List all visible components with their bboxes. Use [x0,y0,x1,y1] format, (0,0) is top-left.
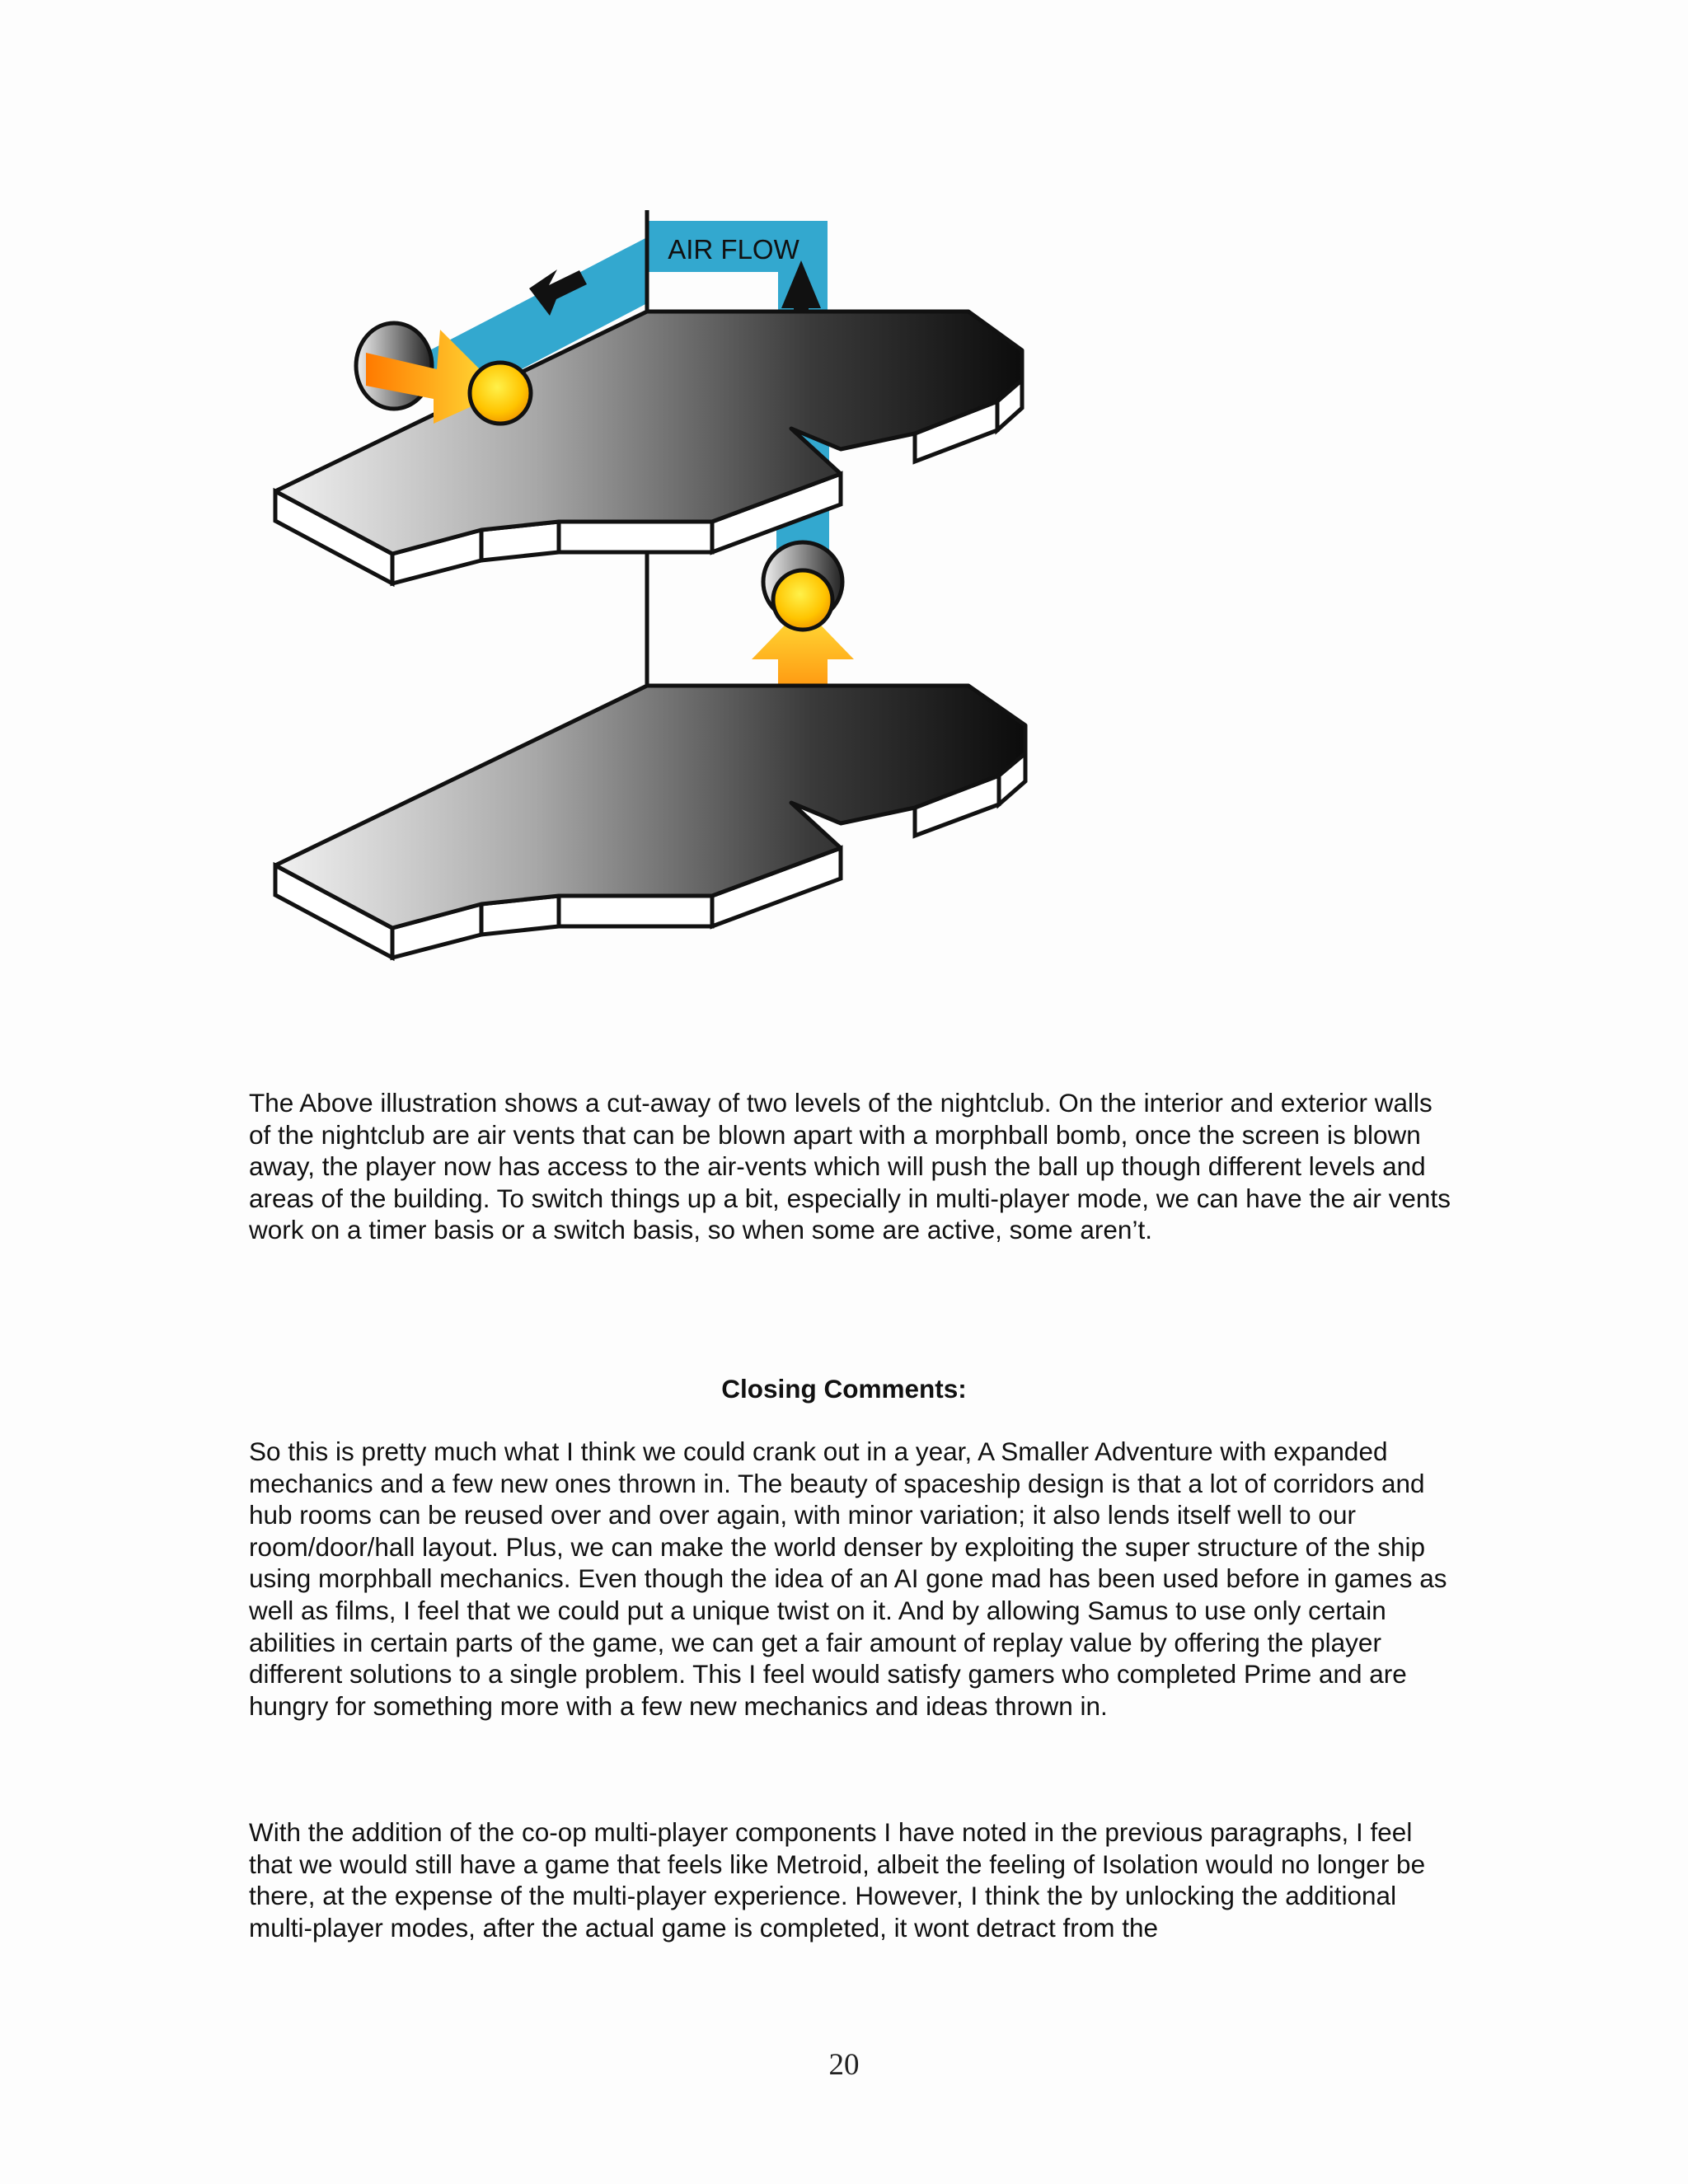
lower-floor [275,686,1025,958]
illustration-svg [264,198,1047,989]
body-paragraph: With the addition of the co-op multi-player components I have noted in the previous paragraphs, I feel that we would still have a game that feels like Metroid, albeit the feeling of Isolation would no longer be there, at the expense of the multi-player experience. However, I think the by unlocking the additional multi-player modes, after the actual game is completed, it wont detract from the [249,1817,1426,1943]
page-number: 20 [828,2048,860,2082]
ball-icon [773,570,832,630]
nightclub-cutaway-illustration [264,198,1047,989]
air-flow-label: AIR FLOW [668,234,799,265]
section-heading: Closing Comments: [721,1374,967,1404]
body-paragraph: So this is pretty much what I think we could crank out in a year, A Smaller Adventure with expanded mechanics and a few new ones thrown in. The beauty of spaceship design is that a lot of corridors and hub rooms can be reused over and over again, with minor variation; it also lends itself well to our room/door/hall layout. Plus, we can make the world denser by exploiting the super structure of the ship using morphball mechanics. Even though the idea of an AI gone mad has been used before in games as well as films, I feel that we could put a unique twist on it. And by allowing Samus to use only certain abilities in certain parts of the game, we can get a fair amount of replay value by offering the player different solutions to a single problem. This I feel would satisfy gamers who completed Prime and are hungry for something more with a few new mechanics and ideas thrown in. [249,1436,1447,1721]
ball-icon [470,363,531,424]
body-paragraph: The Above illustration shows a cut-away of two levels of the nightclub. On the interior and exterior walls of the nightclub are air vents that can be blown apart with a morphball bomb, once the screen is blown away, the player now has access to the air-vents which will push the ball up though different levels and areas of the building. To switch things up a bit, especially in multi-player mode, we can have the air vents work on a timer basis or a switch basis, so when some are active, some aren’t. [249,1088,1451,1245]
